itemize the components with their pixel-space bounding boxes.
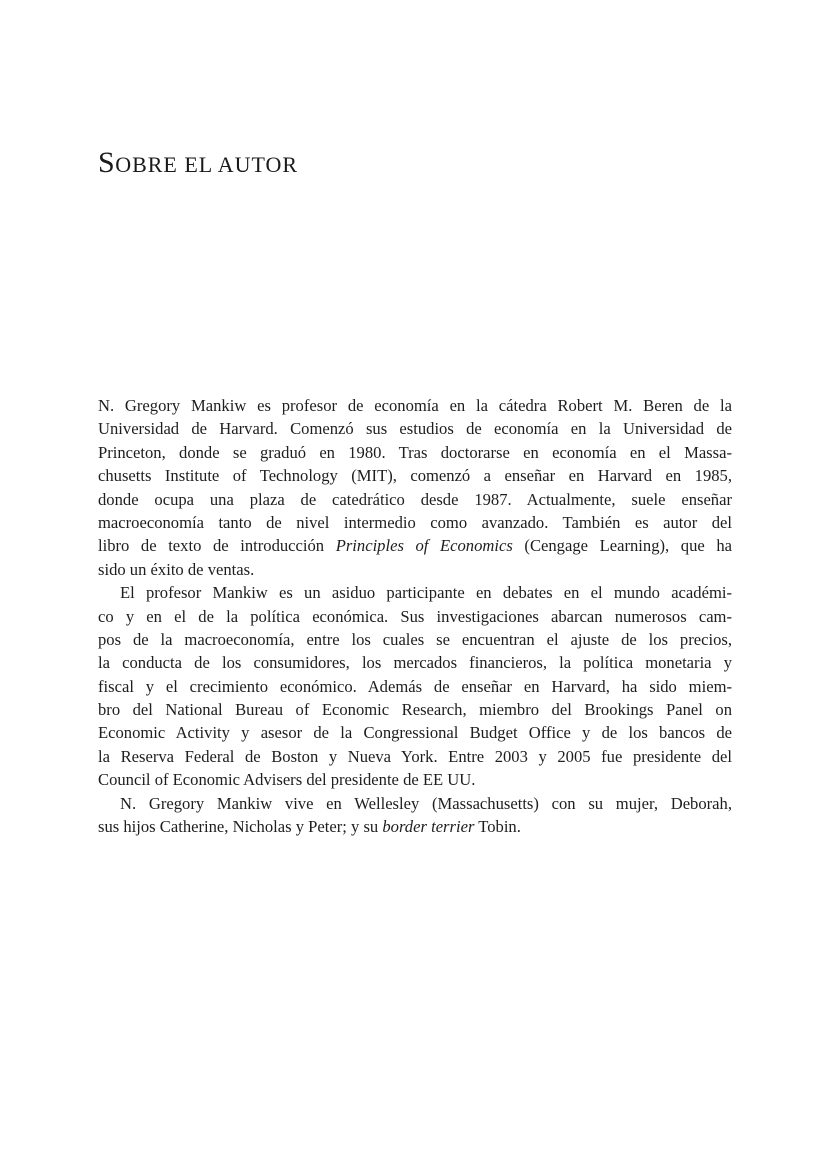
- text-line: [98, 815, 732, 838]
- text-line: la Reserva Federal de Boston y Nueva York. Entre 2003 y 2005 fue presidente del: [98, 746, 732, 766]
- title-rest: OBRE EL AUTOR: [115, 152, 299, 177]
- text-line: El profesor Mankiw es un asiduo participante en debates en el mundo académi-: [120, 583, 732, 603]
- paragraph-2: [98, 581, 732, 792]
- paragraph-3: [98, 792, 732, 839]
- text-line: sido un éxito de ventas.: [98, 559, 255, 579]
- text-line: Economic Activity y asesor de la Congressional Budget Office y de los bancos de: [98, 723, 732, 743]
- text-line: fiscal y el crecimiento económico. Además de enseñar en Harvard, ha sido miem-: [98, 676, 732, 696]
- text-line: N. Gregory Mankiw vive en Wellesley (Massachusetts) con su mujer, Deborah,: [120, 793, 732, 813]
- text-segment: sus hijos Catherine, Nicholas y Peter; y su: [98, 817, 383, 837]
- title-initial: S: [98, 146, 116, 179]
- dog-breed: border terrier: [382, 817, 475, 837]
- text-line: N. Gregory Mankiw es profesor de economía en la cátedra Robert M. Beren de la: [98, 396, 732, 415]
- text-line: co y en el de la política económica. Sus investigaciones abarcan numerosos cam-: [98, 606, 732, 626]
- text-line: [98, 534, 732, 557]
- page-title: [98, 146, 298, 182]
- book-title: Principles of Economics: [335, 536, 513, 556]
- text-line: pos de la macroeconomía, entre los cuales se encuentran el ajuste de los precios,: [98, 629, 732, 649]
- text-line: Princeton, donde se graduó en 1980. Tras doctorarse en economía en el Massa-: [98, 442, 732, 462]
- text-line: macroeconomía tanto de nivel intermedio como avanzado. También es autor del: [98, 512, 732, 532]
- paragraph-1: [98, 394, 732, 581]
- text-line: chusetts Institute of Technology (MIT), comenzó a enseñar en Harvard en 1985,: [98, 466, 732, 486]
- text-line: bro del National Bureau of Economic Research, miembro del Brookings Panel on: [98, 700, 732, 720]
- text-segment: (Cengage Learning), que ha: [512, 536, 732, 556]
- text-line: Council of Economic Advisers del presidente de EE UU.: [98, 770, 476, 790]
- text-line: donde ocupa una plaza de catedrático desde 1987. Actualmente, suele enseñar: [98, 489, 732, 509]
- author-bio: [98, 394, 732, 838]
- text-segment: libro de texto de introducción: [98, 536, 336, 556]
- text-segment: Tobin.: [474, 817, 521, 837]
- text-line: la conducta de los consumidores, los mercados financieros, la política monetaria y: [98, 653, 732, 673]
- text-line: Universidad de Harvard. Comenzó sus estudios de economía en la Universidad de: [98, 419, 732, 439]
